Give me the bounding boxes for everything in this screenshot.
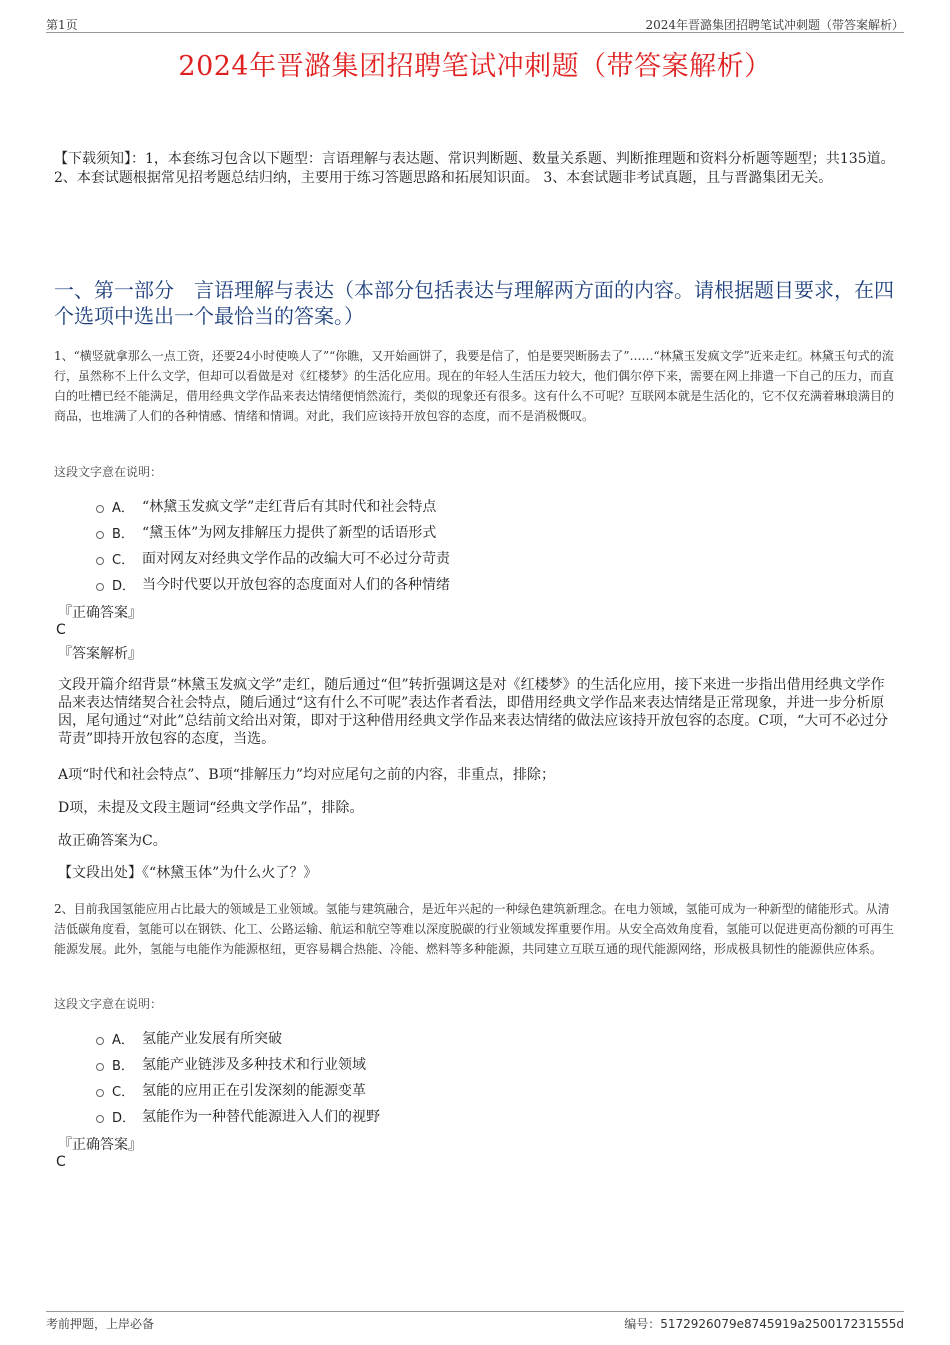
correct-answer: C (56, 622, 66, 638)
option-letter: C． (112, 552, 135, 568)
option-c[interactable] (96, 1077, 380, 1103)
question-2-options (96, 1025, 380, 1129)
question-1-prompt: 这段文字意在说明： (54, 465, 163, 479)
radio-icon[interactable] (96, 1037, 104, 1045)
download-notice: 【下载须知】：1，本套练习包含以下题型：言语理解与表达题、常识判断题、数量关系题、判断推理题和资料分析题等题型；共135道。 2、本套试题根据常见招考题总结归纳，主要用于练习答题思路和拓展知识面。 3、本套试题非考试真题，且与晋潞集团无关。 (54, 151, 895, 186)
source-citation: 【文段出处】《“林黛玉体”为什么火了？》 (58, 865, 318, 881)
option-text: 氢能产业发展有所突破 (142, 1031, 282, 1047)
option-c[interactable] (96, 545, 450, 571)
option-letter: B． (112, 1058, 134, 1074)
option-a[interactable] (96, 1025, 380, 1051)
header-doc-title: 2024年晋潞集团招聘笔试冲刺题（带答案解析） (645, 18, 904, 32)
option-b[interactable] (96, 519, 450, 545)
radio-icon[interactable] (96, 557, 104, 565)
option-a[interactable] (96, 493, 450, 519)
option-letter: A． (112, 500, 134, 516)
option-text: “林黛玉发疯文学”走红背后有其时代和社会特点 (142, 499, 437, 515)
analysis-label: 『答案解析』 (58, 646, 142, 662)
option-letter: A． (112, 1032, 134, 1048)
footer-code-label: 编号： (624, 1317, 661, 1331)
option-text: 当今时代要以开放包容的态度面对人们的各种情绪 (142, 577, 450, 593)
footer-code-block (624, 1315, 904, 1332)
option-d[interactable] (96, 1103, 380, 1129)
page-number: 第1页 (46, 18, 78, 32)
page-footer (46, 1311, 904, 1332)
option-text: 氢能作为一种替代能源进入人们的视野 (142, 1109, 380, 1125)
radio-icon[interactable] (96, 583, 104, 591)
question-2-prompt: 这段文字意在说明： (54, 997, 163, 1011)
option-letter: D． (112, 1110, 136, 1126)
footer-code: 5172926079e8745919a250017231555d (660, 1317, 904, 1331)
option-text: “黛玉体”为网友排解压力提供了新型的话语形式 (142, 525, 437, 541)
page-header (46, 14, 904, 33)
question-1-options (96, 493, 450, 597)
option-letter: B． (112, 526, 134, 542)
option-letter: C． (112, 1084, 135, 1100)
option-text: 氢能产业链涉及多种技术和行业领域 (142, 1057, 366, 1073)
option-b[interactable] (96, 1051, 380, 1077)
analysis-paragraph: 文段开篇介绍背景“林黛玉发疯文学”走红，随后通过“但”转折强调这是对《红楼梦》的生活化应用，接下来进一步指出借用经典文学作品来表达情绪契合社会特点，随后通过“这有什么不可呢”表达作者看法，即借用经典文学作品来表达情绪是正常现象，并进一步分析原因，尾句通过“对此”总结前文给出对策，即对于这种借用经典文学作品来表达情绪的做法应该持开放包容的态度。C项，“大可不必过分苛责”即持开放包容的态度，当选。 (58, 677, 889, 747)
radio-icon[interactable] (96, 531, 104, 539)
analysis-paragraph: A项“时代和社会特点”、B项“排解压力”均对应尾句之前的内容，非重点，排除； (58, 767, 556, 783)
question-2-text: 2、目前我国氢能应用占比最大的领域是工业领域。氢能与建筑融合，是近年兴起的一种绿色建筑新理念。在电力领域，氢能可成为一种新型的储能形式。从清洁低碳角度看，氢能可以在钢铁、化工、公路运输、航运和航空等难以深度脱碳的行业领域发挥重要作用。从安全高效角度看，氢能可以促进更高份额的可再生能源发展。此外，氢能与电能作为能源枢纽，更容易耦合热能、冷能、燃料等多种能源，共同建立互联互通的现代能源网络，形成极具韧性的能源供应体系。 (54, 902, 895, 956)
correct-answer-label: 『正确答案』 (58, 1137, 142, 1153)
analysis-paragraph: D项，未提及文段主题词“经典文学作品”，排除。 (58, 800, 364, 816)
correct-answer: C (56, 1154, 66, 1170)
radio-icon[interactable] (96, 1063, 104, 1071)
document-title: 2024年晋潞集团招聘笔试冲刺题（带答案解析） (178, 51, 772, 82)
option-letter: D． (112, 578, 136, 594)
option-text: 氢能的应用正在引发深刻的能源变革 (142, 1083, 366, 1099)
question-1-text: 1、“横竖就拿那么一点工资，还要24小时使唤人了”“你瞧，又开始画饼了，我要是信了，怕是要哭断肠去了”……“林黛玉发疯文学”近来走红。林黛玉句式的流行，虽然称不上什么文学，但却可以看做是对《红楼梦》的生活化应用。现在的年轻人生活压力较大，他们偶尔停下来，需要在网上排遣一下自己的压力，而直白的吐槽已经不能满足，借用经典文学作品来表达情绪便悄然流行，类似的现象还有很多。这有什么不可呢？互联网本就是生活化的，它不仅充满着琳琅满目的商品，也堆满了人们的各种情感、情绪和情调。对此，我们应该持开放包容的态度，而不是消极慨叹。 (54, 349, 895, 423)
radio-icon[interactable] (96, 505, 104, 513)
radio-icon[interactable] (96, 1089, 104, 1097)
section-heading: 一、第一部分 言语理解与表达（本部分包括表达与理解两方面的内容。请根据题目要求，在四个选项中选出一个最恰当的答案。） (54, 278, 894, 328)
option-d[interactable] (96, 571, 450, 597)
radio-icon[interactable] (96, 1115, 104, 1123)
option-text: 面对网友对经典文学作品的改编大可不必过分苛责 (142, 551, 450, 567)
footer-slogan: 考前押题，上岸必备 (46, 1317, 155, 1331)
correct-answer-label: 『正确答案』 (58, 605, 142, 621)
analysis-paragraph: 故正确答案为C。 (58, 833, 167, 849)
